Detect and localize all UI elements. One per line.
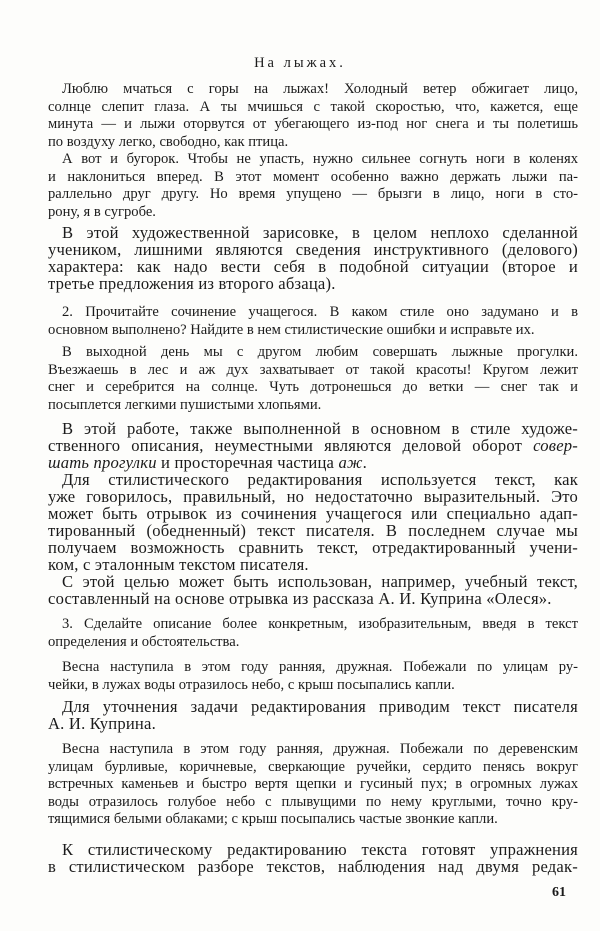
text-line: определения и обстоятельства. [48,633,240,650]
paragraph-ski-2 [48,151,578,221]
task-3 [48,616,578,651]
text-line: солнце слепит глаза. А ты мчишься с такой скоростью, что, кажется, еще [48,98,578,115]
text-line: третье предложения из второго абзаца). [48,274,336,293]
text-line: Для стилистического редактирования используется текст, как [62,470,578,489]
text-line: Въезжаешь в лес и аж дух захватывает от такой красоты! Кругом лежит [48,361,578,378]
paragraph-ski-1 [48,81,578,151]
text-line: улицам бурливые, коричневые, сверкающие ручейки, сердито пенясь вокруг [48,758,578,775]
text-line: посыплется легкими пушистыми хлопьями. [48,396,322,413]
text-line: учеником, лишними являются сведения инструктивного (делового) [48,240,578,259]
text-line: уже говорилось, правильный, но недостаточно выразительный. Это [48,487,578,506]
text-line: А. И. Куприна. [48,714,156,733]
section-title: На лыжах. [254,55,346,71]
text-segment: ственного описания, неуместными являются деловой оборот [48,436,534,455]
text-line: ком, с эталонным текстом писателя. [48,555,309,574]
page-number: 61 [552,885,566,900]
text-line: воды отразилось голубое небо с плывущими по нему круглыми, точно кру- [48,793,578,810]
text-line: Весна наступила в этом году ранняя, дружная. Побежали по улицам ру- [62,659,578,675]
text-line [48,454,578,471]
text-segment: . [362,453,367,472]
text-line: тированный (обедненный) текст писателя. В последнем случае мы [48,521,578,540]
text-line: снег и серебрится на солнце. Чуть дотронешься до ветки — снег так и [48,379,578,395]
italic-term: шать прогулки [48,453,157,472]
text-line: и наклониться вперед. В этот момент особенно важно держать лыжи па- [48,168,578,185]
italic-term: аж [338,453,363,472]
text-line: по воздуху легко, свободно, как птица. [48,133,289,150]
paragraph-conclusion [48,841,578,875]
commentary-1 [48,224,578,292]
task-2 [48,304,578,339]
text-line: основном выполнено? Найдите в нем стилистические ошибки и исправьте их. [48,321,535,338]
text-line: В этой работе, также выполненной в основном в стиле художе- [62,419,578,438]
text-line: Люблю мчаться с горы на лыжах! Холодный ветер обжигает лицо, [62,81,578,97]
text-line: Для уточнения задачи редактирования приводим текст писателя [62,697,578,716]
text-line: 2. Прочитайте сочинение учащегося. В каком стиле оно задумано и в [62,304,578,320]
italic-term: совер- [533,436,578,455]
text-line: 3. Сделайте описание более конкретным, изобразительным, введя в текст [62,616,578,632]
paragraph-kuprin-original [48,741,578,829]
text-line: составленный на основе отрывка из рассказа А. И. Куприна «Олеся». [48,589,552,608]
text-line: рону, я в сугробе. [48,203,156,220]
text-segment: и просторечная частица [156,453,339,472]
paragraph-kuprin-intro [48,698,578,732]
text-line: Весна наступила в этом году ранняя, дружная. Побежали по деревенским [62,741,578,757]
text-line: тящимися белыми облаками; с крыш посыпались частые звонкие капли. [48,811,498,827]
paragraph-spring-adapted [48,659,578,694]
text-line: А вот и бугорок. Чтобы не упасть, нужно сильнее согнуть ноги в коленях [62,151,578,167]
text-line [48,437,578,454]
text-line: в стилистическом разборе текстов, наблюдения над двумя редак- [48,857,578,876]
text-line: минута — и лыжи оторвутся от убегающего из-под ног снега и ты полетишь [48,116,578,132]
paragraph-example [48,573,578,607]
commentary-2 [48,420,578,471]
student-essay [48,344,578,414]
text-line: раллельно друг другу. Но время упущено — брызги в лицо, ноги в сто- [48,186,578,202]
text-line: С этой целью может быть использован, например, учебный текст, [62,572,578,591]
paragraph-editing [48,471,578,573]
text-line: В выходной день мы с другом любим совершать лыжные прогулки. [62,344,578,360]
text-line: чейки, в лужах воды отразилось небо, с крыш посыпались капли. [48,676,455,693]
text-line: встречных каменьев и быстро вертя щепки и гусиный пух; в огромных лужах [48,776,578,792]
text-line: получаем возможность сравнить текст, отредактированный учени- [48,538,578,557]
text-line: К стилистическому редактированию текста готовят упражнения [62,840,578,859]
text-line: характера: как надо вести себя в подобной ситуации (второе и [48,257,578,276]
text-line: В этой художественной зарисовке, в целом неплохо сделанной [62,223,578,242]
text-line: может быть отрывок из сочинения учащегося или специально адап- [48,504,578,523]
